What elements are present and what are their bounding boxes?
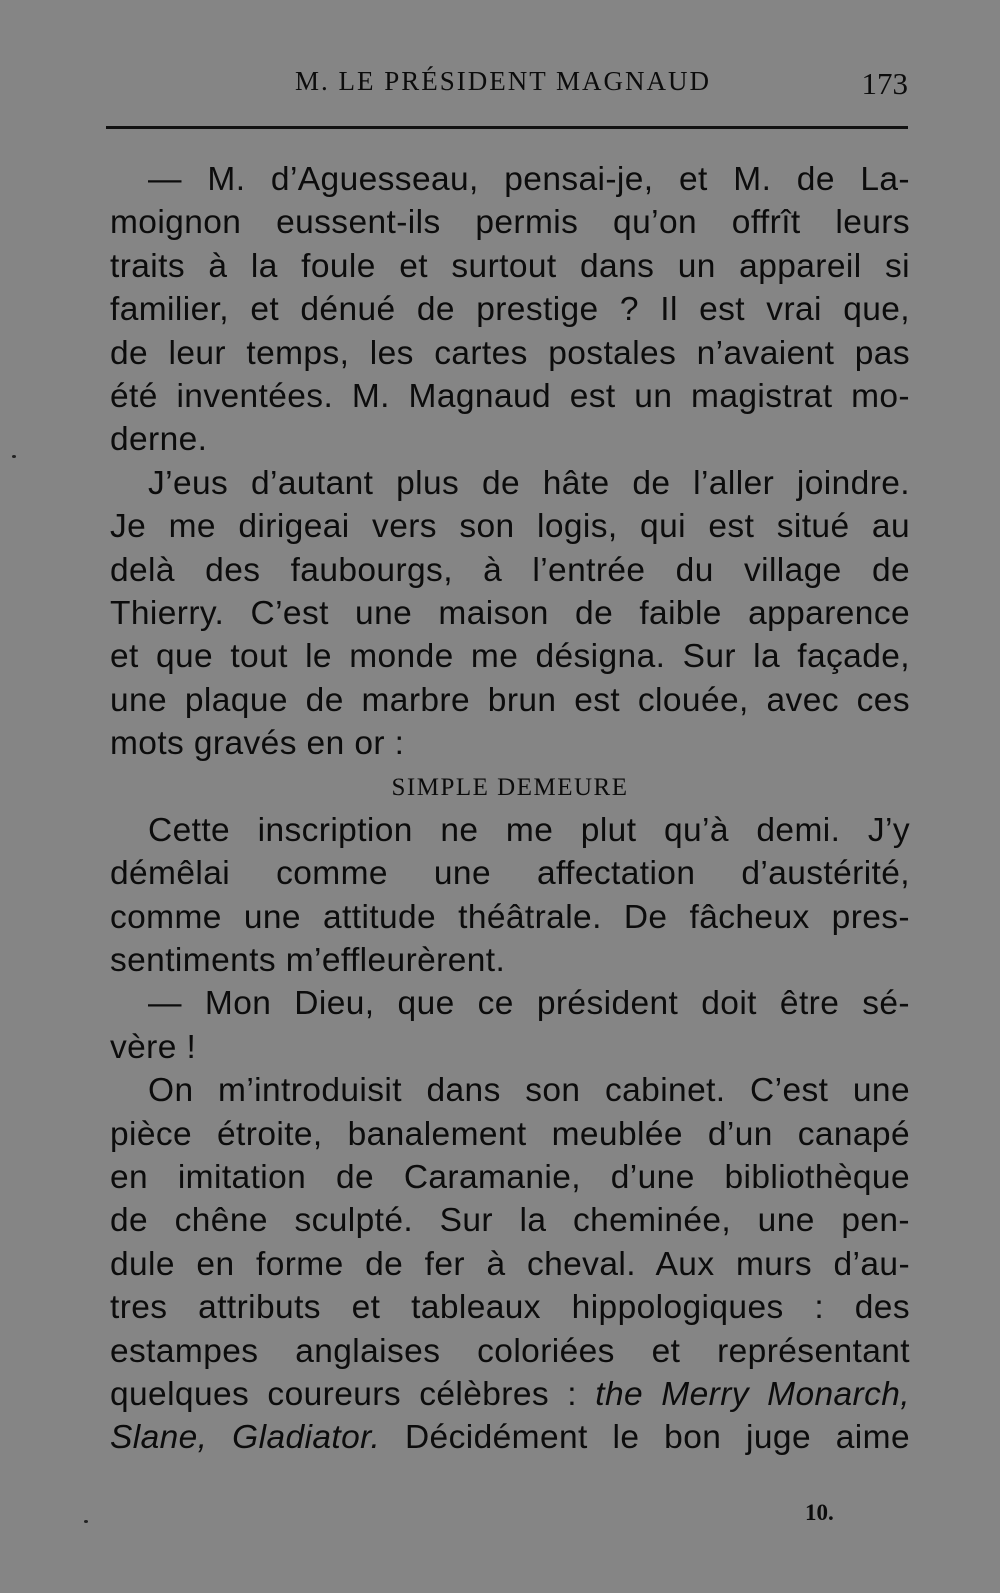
text-line: derne.	[110, 421, 208, 459]
print-speck	[84, 1520, 88, 1523]
text-line: et que tout le monde me désigna. Sur la façade,	[110, 638, 910, 676]
text-line: traits à la foule et surtout dans un appareil si	[110, 247, 910, 285]
text-line: de leur temps, les cartes postales n’avaient pas	[110, 334, 910, 372]
running-head: M. LE PRÉSIDENT MAGNAUD	[295, 66, 712, 96]
text-line: démêlai comme une affectation d’austérité,	[110, 855, 910, 893]
text-line: On m’introduisit dans son cabinet. C’est une	[148, 1072, 910, 1110]
text-line: pièce étroite, banalement meublée d’un canapé	[110, 1115, 910, 1153]
italic-run: Slane, Gladiator.	[110, 1419, 381, 1457]
signature-mark: 10.	[805, 1500, 834, 1525]
text-line: estampes anglaises coloriées et représentant	[110, 1332, 910, 1370]
page-number: 173	[861, 66, 908, 101]
text-line: en imitation de Caramanie, d’une bibliothèque	[110, 1158, 910, 1196]
text-line: J’eus d’autant plus de hâte de l’aller joindre.	[148, 464, 910, 502]
text-run: quelques coureurs célèbres :	[110, 1375, 578, 1413]
text-line: mots gravés en or :	[110, 725, 405, 763]
book-page	[110, 0, 910, 1593]
text-line-mixed	[110, 1416, 910, 1459]
text-line: de chêne sculpté. Sur la cheminée, une pen-	[110, 1202, 910, 1240]
italic-run: the Merry Monarch,	[595, 1375, 910, 1413]
text-line: moignon eussent-ils permis qu’on offrît leurs	[110, 204, 910, 242]
plaque-inscription: SIMPLE DEMEURE	[391, 774, 629, 802]
text-line: sentiments m’effleurèrent.	[110, 942, 506, 980]
text-line: Cette inscription ne me plut qu’à demi. J’y	[148, 811, 910, 849]
page-header	[110, 66, 910, 106]
text-line: — Mon Dieu, que ce président doit être sé-	[148, 985, 910, 1023]
text-line: Thierry. C’est une maison de faible apparence	[110, 594, 910, 632]
text-line: une plaque de marbre brun est clouée, avec ces	[110, 681, 910, 719]
text-line: dule en forme de fer à cheval. Aux murs d’au-	[110, 1245, 910, 1283]
text-line: delà des faubourgs, à l’entrée du village de	[110, 551, 910, 589]
text-line: été inventées. M. Magnaud est un magistrat mo-	[110, 377, 910, 415]
text-line-mixed	[110, 1373, 910, 1416]
text-line: tres attributs et tableaux hippologiques : des	[110, 1289, 910, 1327]
text-line: familier, et dénué de prestige ? Il est vrai que,	[110, 291, 910, 329]
text-line: — M. d’Aguesseau, pensai-je, et M. de La-	[148, 161, 910, 198]
text-line: Je me dirigeai vers son logis, qui est situé au	[110, 508, 910, 546]
text-line: vère !	[110, 1028, 197, 1066]
text-line: comme une attitude théâtrale. De fâcheux pres-	[110, 898, 910, 936]
body-text	[110, 158, 910, 1460]
print-speck	[12, 455, 16, 458]
header-rule	[106, 126, 908, 129]
text-run: Décidément le bon juge aime	[404, 1419, 910, 1457]
